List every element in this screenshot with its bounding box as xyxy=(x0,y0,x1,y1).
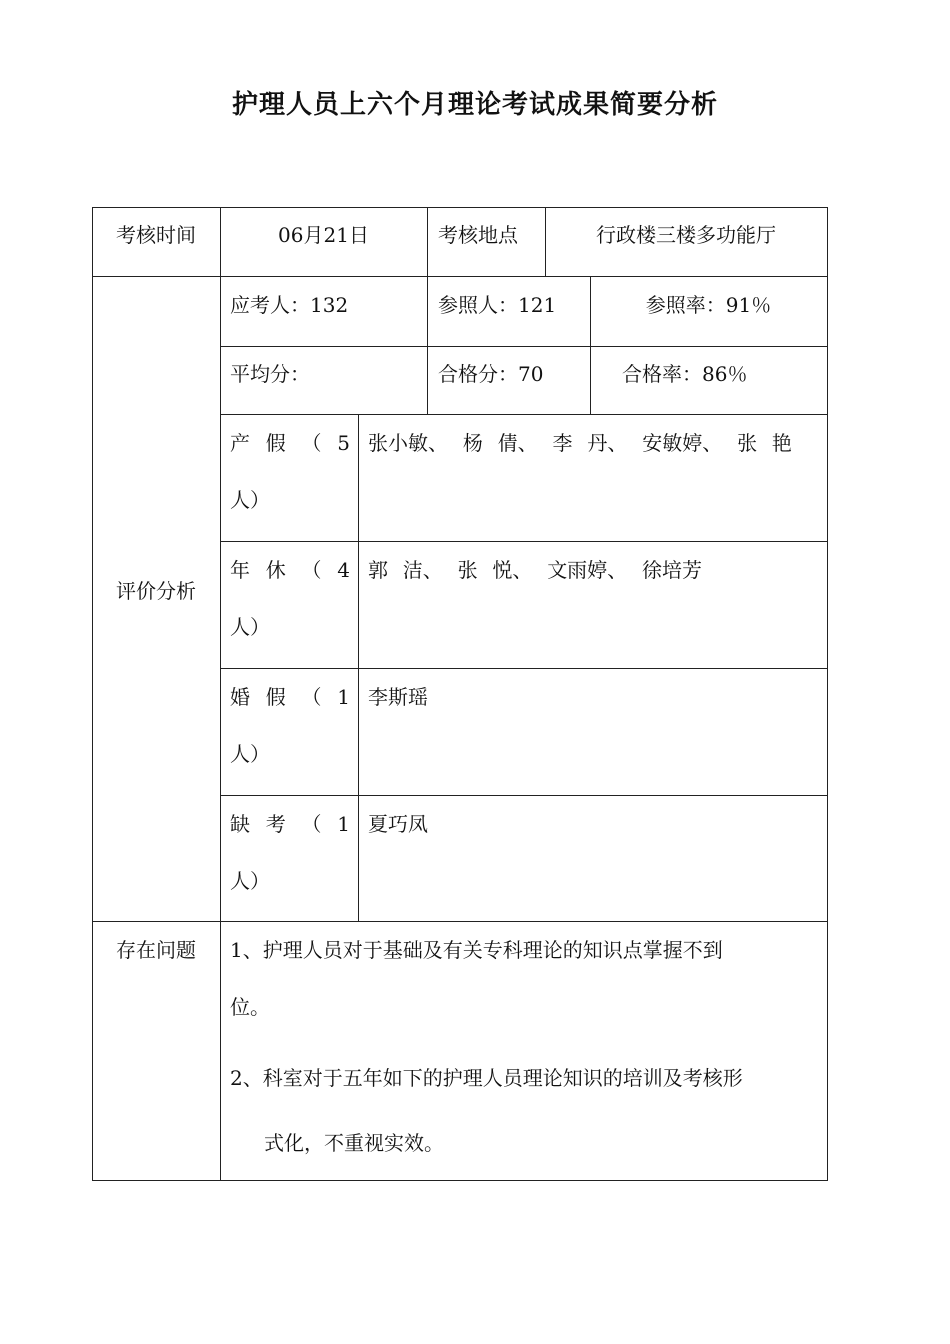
absence-names: 张小敏、 杨 倩、 李 丹、 安敏婷、 张 艳 xyxy=(368,431,792,455)
absence-names: 郭 洁、 张 悦、 文雨婷、 徐培芳 xyxy=(368,558,702,582)
exam-location-value: 行政楼三楼多功能厅 xyxy=(596,223,776,247)
attendance-rate: 参照率：91％ xyxy=(645,293,772,317)
absence-type: 产 假 （ 5 xyxy=(230,431,350,455)
exam-time-label: 考核时间 xyxy=(116,223,196,247)
exam-time-value: 06月21日 xyxy=(278,223,369,247)
evaluation-label: 评价分析 xyxy=(116,579,196,603)
exam-location-label: 考核地点 xyxy=(438,223,518,247)
average-score: 平均分： xyxy=(230,362,310,386)
issue-item: 1、护理人员对于基础及有关专科理论的知识点掌握不到 xyxy=(230,938,723,962)
absence-names: 夏巧凤 xyxy=(368,812,428,836)
issue-item-continued: 位。 xyxy=(230,995,270,1019)
absence-names: 李斯瑶 xyxy=(368,685,428,709)
expected-count: 应考人：132 xyxy=(230,293,349,317)
attended-count: 参照人：121 xyxy=(438,293,557,317)
issue-item-continued: 式化，不重视实效。 xyxy=(264,1131,444,1155)
absence-type: 缺 考 （ 1 xyxy=(230,812,350,836)
absence-type-tail: 人） xyxy=(230,742,270,766)
issues-label: 存在问题 xyxy=(116,938,196,962)
page-title: 护理人员上六个月理论考试成果简要分析 xyxy=(231,90,718,120)
absence-type-tail: 人） xyxy=(230,869,270,893)
absence-type: 年 休 （ 4 xyxy=(230,558,350,582)
absence-type-tail: 人） xyxy=(230,615,270,639)
pass-rate: 合格率：86％ xyxy=(622,362,748,386)
pass-score: 合格分：70 xyxy=(438,362,544,386)
issue-item: 2、科室对于五年如下的护理人员理论知识的培训及考核形 xyxy=(230,1066,743,1090)
absence-type-tail: 人） xyxy=(230,488,270,512)
absence-type: 婚 假 （ 1 xyxy=(230,685,350,709)
